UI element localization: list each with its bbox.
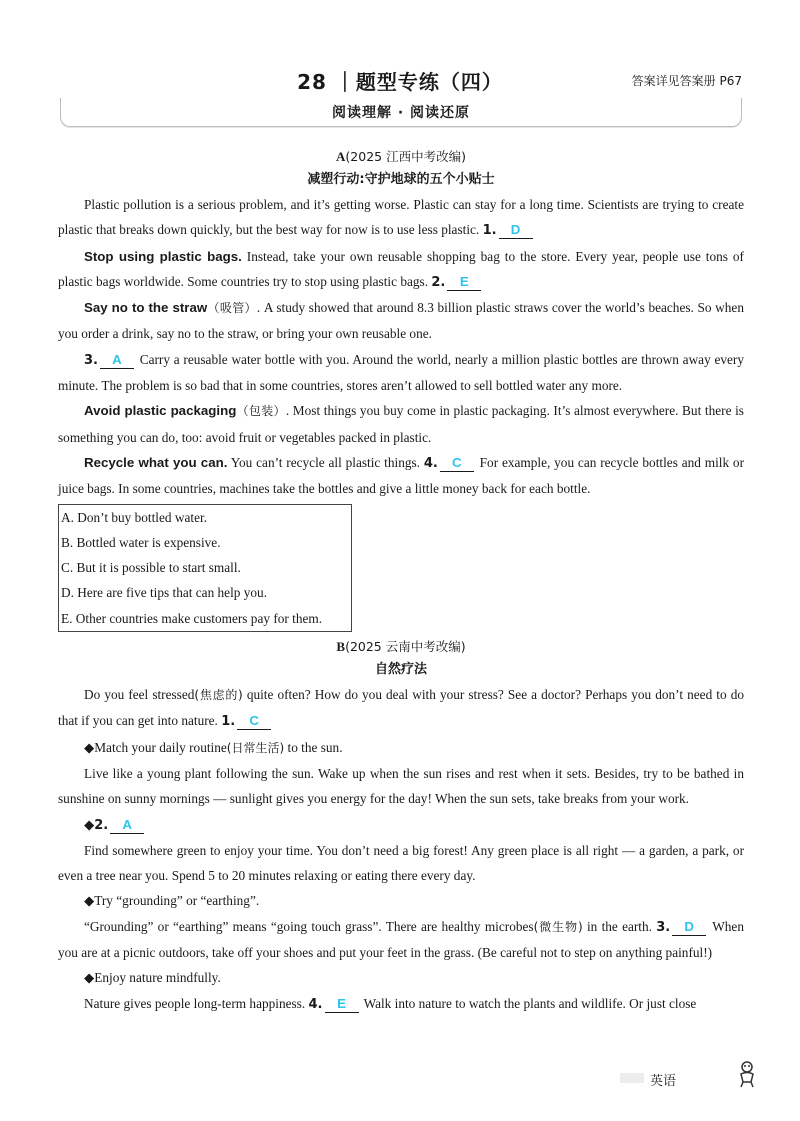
footer-decoration — [620, 1073, 644, 1083]
section-b-title: 自然疗法 — [374, 662, 427, 678]
tip-heading: Avoid plastic packaging — [84, 403, 237, 419]
section-b-bullet-4: ◆Enjoy nature mindfully. — [84, 970, 221, 986]
answer-blank[interactable]: D — [672, 919, 706, 936]
answer-blank[interactable]: C — [440, 455, 474, 472]
section-a-heading — [58, 146, 744, 168]
section-b-bullet-3: ◆Try “grounding” or “earthing”. — [84, 893, 260, 909]
mascot-icon — [735, 1060, 759, 1093]
mascot-icon-graphic — [735, 1060, 759, 1088]
question-number: 4. — [308, 996, 323, 1012]
footer-subject: 英语 — [650, 1074, 677, 1089]
gloss: (微生物) — [533, 919, 583, 934]
section-b-bullet-2: ◆2. A — [58, 812, 744, 838]
page-header — [0, 62, 800, 98]
page-title: 28 ｜题型专练（四） — [297, 70, 503, 94]
section-b-bullet-1: ◆Match your daily routine(日常生活) to the sun. — [84, 739, 343, 755]
question-number: 1. — [221, 714, 236, 730]
section-a-paragraph-5: Avoid plastic packaging（包装）. Most things you buy come in plastic packaging. It’s almost everywhere. But there is something you can do, too: avoid fruit or vegetables packed in plastic. — [58, 403, 744, 445]
subtitle: 阅读理解 · 阅读还原 — [331, 105, 471, 121]
section-b-label: B — [336, 639, 346, 655]
answer-blank[interactable]: E — [447, 274, 481, 291]
section-a-paragraph-3: Say no to the straw（吸管）. A study showed that around 8.3 billion plastic straws cover the world’s beaches. So when you order a drink, say no to the straw, or bring your own reusable one. — [58, 300, 744, 342]
section-a-paragraph-4: 3. A Carry a reusable water bottle with you. Around the world, nearly a million plastic bottles are thrown away every minute. The problem is so bad that in some countries, stores aren’t allowed to sell bottled water any more. — [58, 351, 744, 394]
question-number: 1. — [482, 223, 497, 239]
section-a-paragraph-2: Stop using plastic bags. Instead, take your own reusable shopping bag to the store. Every year, people use tons of plastic bags worldwide. Some countries try to stop using plastic bags. 2. E — [58, 248, 744, 290]
answer-reference: 答案详见答案册 P67 — [631, 74, 742, 88]
section-a-source: (2025 江西中考改编) — [345, 149, 466, 164]
section-a-paragraph-1: Plastic pollution is a serious problem, and it’s getting worse. Plastic can stay for a long time. Scientists are trying to create plastic that breaks down quickly, but the best way for now is to use less plastic. 1. D — [58, 197, 744, 239]
option-c: C. But it is possible to start small. — [61, 560, 241, 576]
gloss: (日常生活) — [226, 740, 285, 755]
question-number: 2. — [431, 274, 446, 290]
gloss: （吸管） — [207, 301, 257, 316]
tip-heading: Stop using plastic bags. — [84, 248, 242, 264]
question-number: 3. — [84, 352, 98, 368]
answer-blank[interactable]: E — [325, 996, 359, 1013]
section-b-paragraph-4: “Grounding” or “earthing” means “going touch grass”. There are healthy microbes(微生物) in the earth. 3. D When you are at a picnic outdoors, take off your shoes and put your feet in the grass. (Be careful not to step on anything painful!) — [58, 918, 744, 961]
answer-blank[interactable]: C — [237, 713, 271, 730]
subtitle-banner — [60, 98, 742, 127]
section-b-paragraph-1: Do you feel stressed(焦虑的) quite often? How do you deal with your stress? See a doctor? Perhaps you don’t need to do that if you can get into nature. 1. C — [58, 687, 744, 730]
answer-blank[interactable]: A — [100, 352, 134, 369]
question-number: 4. — [423, 455, 438, 471]
answer-blank[interactable]: A — [110, 817, 144, 834]
section-b-paragraph-5: Nature gives people long-term happiness. 4. E Walk into nature to watch the plants and wildlife. Or just close — [84, 995, 697, 1012]
section-b-paragraph-2: Live like a young plant following the sun. Wake up when the sun rises and rest when it sets. Besides, try to be bathed in sunshine on sunny mornings — sunlight gives you energy for the day! When the sun sets, take breaks from your work. — [58, 765, 744, 807]
section-a-label: A — [336, 149, 346, 164]
option-e: E. Other countries make customers pay for them. — [61, 610, 323, 626]
option-b: B. Bottled water is expensive. — [61, 534, 221, 550]
option-d: D. Here are five tips that can help you. — [61, 585, 268, 601]
section-a-paragraph-6: Recycle what you can. You can’t recycle all plastic things. 4. C For example, you can recycle bottles and milk or juice bags. In some countries, machines take the bottles and give a little money back for each bottle. — [58, 454, 745, 497]
question-number: 3. — [656, 919, 671, 935]
gloss: （包装） — [236, 404, 286, 419]
section-b-heading — [58, 636, 744, 658]
section-a-title: 减塑行动:守护地球的五个小贴士 — [307, 172, 495, 187]
question-number: 2. — [94, 817, 109, 833]
answer-blank[interactable]: D — [499, 222, 533, 239]
tip-heading: Recycle what you can. — [84, 454, 228, 470]
worksheet-content — [58, 146, 744, 1017]
section-b-paragraph-3: Find somewhere green to enjoy your time. You don’t need a big forest! Any green place is all right — a garden, a park, or even a tree near you. Spend 5 to 20 minutes relaxing or eating there every day. — [58, 842, 744, 884]
section-b-source: (2025 云南中考改编) — [345, 639, 466, 655]
tip-heading: Say no to the straw — [84, 300, 208, 316]
option-a: A. Don’t buy bottled water. — [61, 509, 207, 525]
gloss: (焦虑的) — [194, 688, 243, 703]
options-box — [58, 504, 352, 632]
